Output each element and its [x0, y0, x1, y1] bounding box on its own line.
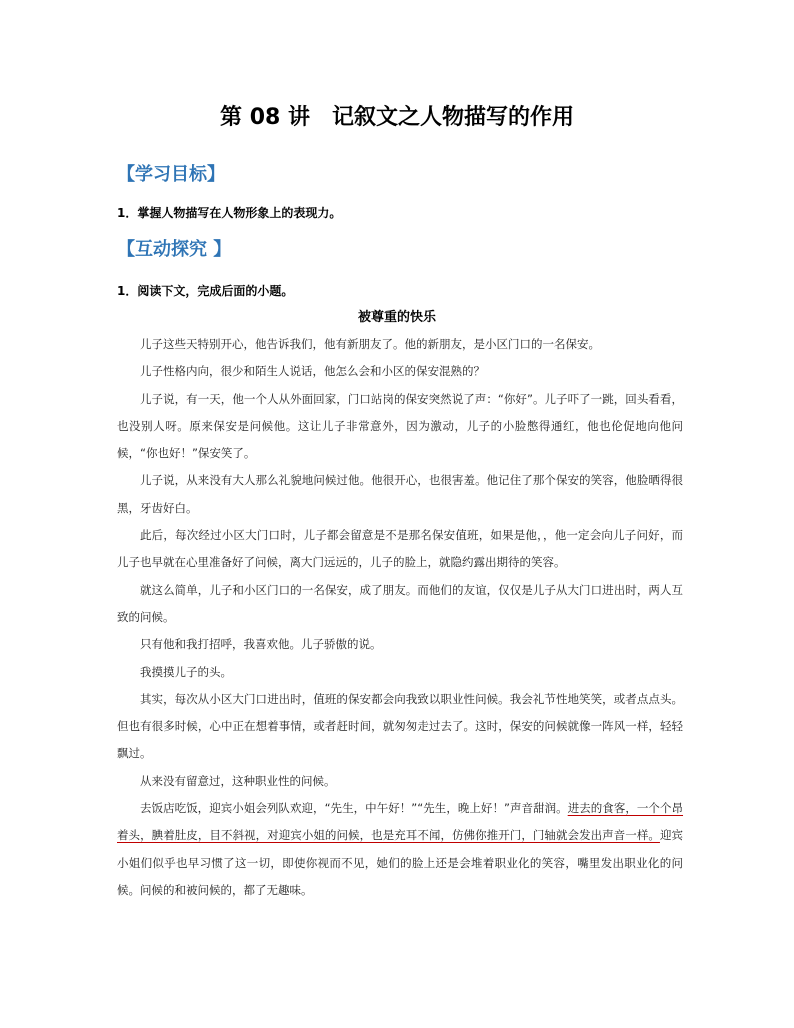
story-text: 迎宾小姐们似乎也早习惯了这一切，即使你视而不见，她们的脸上还是会堆着职业化的笑容，嘴里发出职业化的问候。问候的和被问候的，都了无趣味。: [117, 828, 684, 897]
section-heading-interactive: 【互动探究 】: [117, 239, 232, 260]
story-paragraph: 我摸摸儿子的头。: [140, 664, 232, 679]
story-paragraph: 从来没有留意过，这种职业性的问候。: [140, 773, 336, 788]
story-paragraph: 其实，每次从小区大门口进出时，值班的保安都会向我致以职业性问候。我会礼节性地笑笑，或者点点头。但也有很多时候，心中正在想着事情，或者赶时间，就匆匆走过去了。这时，保安的问候就像一阵风一样，轻轻飘过。: [117, 691, 683, 761]
lesson-title: 第 08 讲 记叙文之人物描写的作用: [220, 105, 574, 130]
section-heading-learning-goals: 【学习目标】: [117, 164, 225, 185]
story-text: 去饭店吃饭，迎宾小姐会列队欢迎，“先生，中午好！”“先生，晚上好！”声音甜润。: [140, 801, 568, 816]
story-paragraph: 儿子性格内向，很少和陌生人说话，他怎么会和小区的保安混熟的？: [140, 364, 485, 379]
story-body: [117, 331, 683, 904]
story-paragraph: 只有他和我打招呼，我喜欢他。儿子骄傲的说。: [140, 637, 382, 652]
story-paragraph: 儿子说，从来没有大人那么礼貌地问候过他。他很开心，也很害羞。他记住了那个保安的笑容，他脸晒得很黑，牙齿好白。: [117, 473, 683, 515]
underlined-sentence: 进去的食客，一个个昂着头，腆着肚皮，目不斜视，对迎宾小姐的问候，也是充耳不闻，仿佛你推开门，门轴就会发出声音一样。: [117, 801, 684, 843]
story-paragraph: 儿子说，有一天，他一个人从外面回家，门口站岗的保安突然说了声：“你好”。儿子吓了一跳，回头看看，也没别人呀。原来保安是问候他。这让儿子非常意外，因为激动，儿子的小脸憋得通红，他也伦促地向他问候，“你也好！”保安笑了。: [117, 391, 683, 461]
learning-goal-item: 1．掌握人物描写在人物形象上的表现力。: [117, 206, 342, 220]
story-paragraph: [117, 795, 683, 904]
story-title: 被尊重的快乐: [357, 310, 436, 325]
story-paragraph: 就这么简单，儿子和小区门口的一名保安，成了朋友。而他们的友谊，仅仅是儿子从大门口进出时，两人互致的问候。: [117, 582, 683, 624]
task-instruction: 1．阅读下文，完成后面的小题。: [117, 284, 294, 298]
story-paragraph: 此后，每次经过小区大门口时，儿子都会留意是不是那名保安值班，如果是他，，他一定会向儿子问好，而儿子也早就在心里准备好了问候，离大门远远的，儿子的脸上，就隐约露出期待的笑容。: [117, 528, 683, 570]
story-paragraph: 儿子这些天特别开心，他告诉我们，他有新朋友了。他的新朋友，是小区门口的一名保安。: [140, 337, 600, 351]
